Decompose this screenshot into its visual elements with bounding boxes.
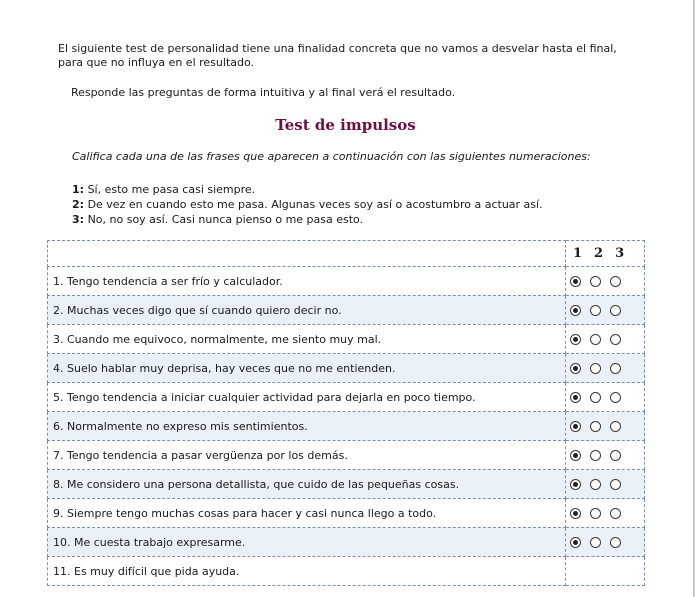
respond-text: Responde las preguntas de forma intuitiva y al final verá el resultado. [71,86,456,99]
scale-legend [72,182,543,227]
answer-options-cell [566,441,645,470]
radio-option-2[interactable] [590,450,601,461]
scale-key: 3: [72,213,85,226]
answer-radio-group [566,421,644,432]
question-text: 3. Cuando me equivoco, normalmente, me siento muy mal. [48,325,566,354]
radio-option-1[interactable] [570,276,581,287]
question-text: 1. Tengo tendencia a ser frío y calculador. [48,267,566,296]
scale-key: 2: [72,198,85,211]
answer-options-cell [566,412,645,441]
header-num-2: 2 [594,246,604,261]
table-row [48,354,645,383]
radio-option-1[interactable] [570,479,581,490]
radio-option-1[interactable] [570,537,581,548]
radio-option-1[interactable] [570,392,581,403]
table-row [48,412,645,441]
radio-option-3[interactable] [610,508,621,519]
table-row [48,470,645,499]
table-row [48,383,645,412]
radio-option-1[interactable] [570,450,581,461]
radio-option-1[interactable] [570,363,581,374]
scale-text: No, no soy así. Casi nunca pienso o me pasa esto. [87,213,364,226]
scale-item [72,197,543,212]
header-numbers-cell [566,241,645,267]
header-num-3: 3 [615,246,625,261]
table-header-row [48,241,645,267]
answer-options-cell [566,296,645,325]
question-text: 7. Tengo tendencia a pasar vergüenza por los demás. [48,441,566,470]
radio-option-2[interactable] [590,305,601,316]
questions-table [47,240,645,586]
table-row [48,441,645,470]
radio-option-3[interactable] [610,392,621,403]
question-text: 5. Tengo tendencia a iniciar cualquier actividad para dejarla en poco tiempo. [48,383,566,412]
table-row [48,296,645,325]
radio-option-2[interactable] [590,421,601,432]
radio-option-3[interactable] [610,276,621,287]
answer-radio-group [566,508,644,519]
table-row [48,528,645,557]
radio-option-3[interactable] [610,421,621,432]
answer-options-cell [566,383,645,412]
scale-text: De vez en cuando esto me pasa. Algunas veces soy así o acostumbro a actuar así. [87,198,543,211]
answer-options-cell [566,557,645,586]
scale-item [72,182,543,197]
table-row [48,267,645,296]
radio-option-3[interactable] [610,537,621,548]
radio-option-1[interactable] [570,508,581,519]
radio-option-1[interactable] [570,305,581,316]
radio-option-3[interactable] [610,305,621,316]
answer-options-cell [566,528,645,557]
radio-option-3[interactable] [610,450,621,461]
answer-radio-group [566,334,644,345]
scale-key: 1: [72,183,85,196]
header-empty-cell [48,241,566,267]
answer-options-cell [566,470,645,499]
answer-radio-group [566,479,644,490]
radio-option-2[interactable] [590,276,601,287]
radio-option-3[interactable] [610,334,621,345]
table-row [48,499,645,528]
answer-radio-group [566,450,644,461]
intro-text: El siguiente test de personalidad tiene una finalidad concreta que no vamos a desvelar hasta el final, para que no influya en el resultado. [58,42,617,69]
radio-option-2[interactable] [590,508,601,519]
answer-radio-group [566,392,644,403]
radio-option-2[interactable] [590,537,601,548]
answer-radio-group [566,276,644,287]
radio-option-1[interactable] [570,334,581,345]
table-row [48,325,645,354]
question-text: 10. Me cuesta trabajo expresarme. [48,528,566,557]
question-text: 8. Me considero una persona detallista, que cuido de las pequeñas cosas. [48,470,566,499]
table-row [48,557,645,586]
answer-options-cell [566,499,645,528]
answer-options-cell [566,325,645,354]
radio-option-2[interactable] [590,479,601,490]
scale-item [72,212,543,227]
instructions-text: Califica cada una de las frases que aparecen a continuación con las siguientes numeraciones: [72,150,591,163]
radio-option-2[interactable] [590,334,601,345]
answer-radio-group [566,363,644,374]
question-text: 11. Es muy difícil que pida ayuda. [48,557,566,586]
radio-option-3[interactable] [610,363,621,374]
header-num-1: 1 [573,246,583,261]
radio-option-1[interactable] [570,421,581,432]
answer-options-cell [566,267,645,296]
scale-text: Sí, esto me pasa casi siempre. [87,183,256,196]
question-text: 9. Siempre tengo muchas cosas para hacer y casi nunca llego a todo. [48,499,566,528]
radio-option-2[interactable] [590,363,601,374]
question-text: 2. Muchas veces digo que sí cuando quiero decir no. [48,296,566,325]
question-text: 4. Suelo hablar muy deprisa, hay veces que no me entienden. [48,354,566,383]
answer-options-cell [566,354,645,383]
page-title: Test de impulsos [275,116,416,134]
radio-option-3[interactable] [610,479,621,490]
question-text: 6. Normalmente no expreso mis sentimientos. [48,412,566,441]
answer-radio-group [566,537,644,548]
radio-option-2[interactable] [590,392,601,403]
answer-radio-group [566,305,644,316]
